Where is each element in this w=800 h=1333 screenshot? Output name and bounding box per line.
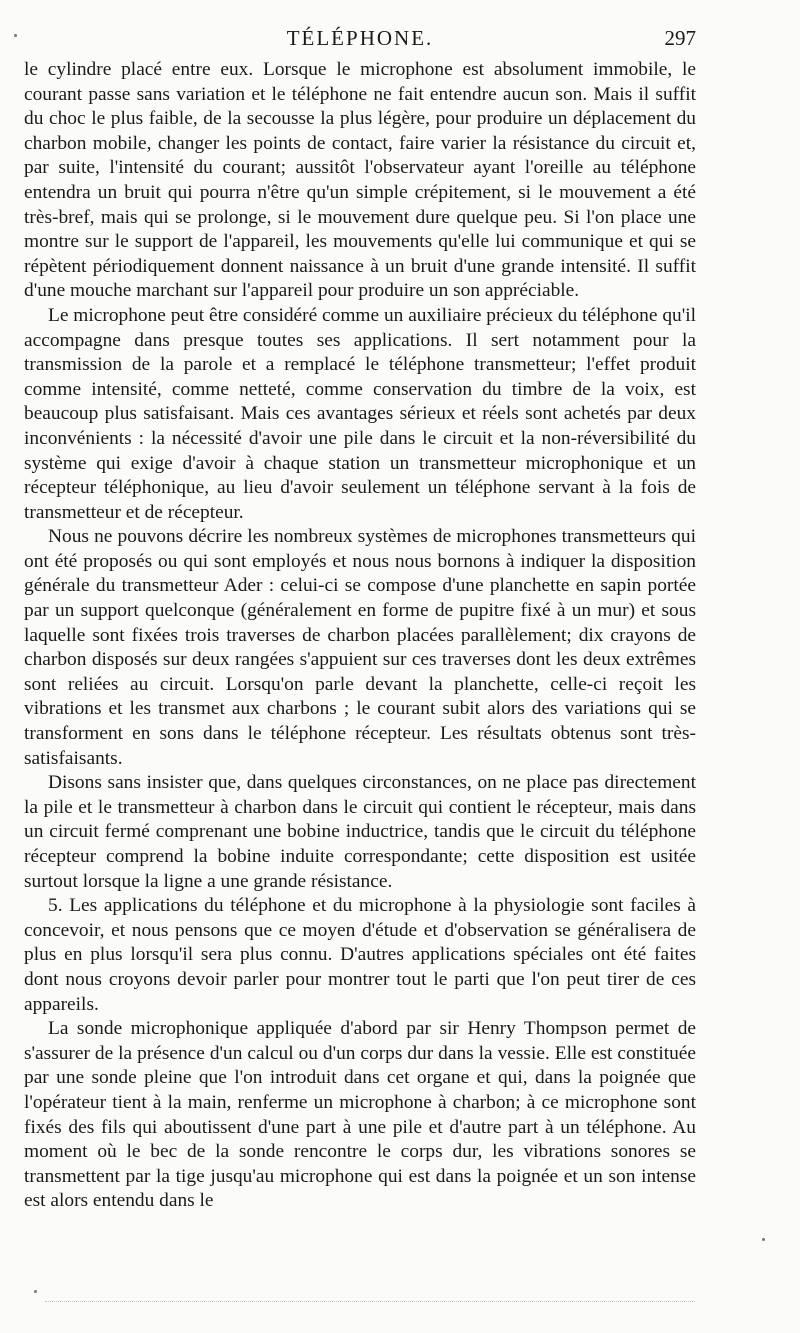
scan-speck [762,1238,765,1241]
paragraph: La sonde microphonique appliquée d'abord par sir Henry Thompson permet de s'assurer de la présence d'un calcul ou d'un corps dur dans la vessie. Elle est constituée par une sonde pleine que l'on introduit dans cet organe et qui, dans la poignée que l'opérateur tient à la main, renferme un microphone à charbon; à ce microphone sont fixés des fils qui aboutissent d'une part à une pile et d'autre part à un téléphone. Au moment où le bec de la sonde rencontre le corps dur, les vibrations sonores se transmettent par la tige jusqu'au microphone qui est dans la poignée et un son intense est alors entendu dans le [24,1018,696,1212]
body-text [24,58,696,1214]
paragraph: 5. Les applications du téléphone et du microphone à la physiologie sont faciles à concevoir, et nous pensons que ce moyen d'étude et d'observation se généralisera de plus en plus lorsqu'il sera plus connu. D'autres applications spéciales ont été faites dont nous croyons devoir parler pour montrer tout le parti que l'on peut tirer de ces appareils. [24,895,696,1015]
page-number: 297 [664,26,696,50]
paragraph: Nous ne pouvons décrire les nombreux systèmes de microphones transmetteurs qui ont été proposés ou qui sont employés et nous nous bornons à indiquer la disposition générale du transmetteur Ader : celui-ci se compose d'une planchette en sapin portée par un support quelconque (généralement en forme de pupitre fixé à un mur) et sous laquelle sont fixées trois traverses de charbon placées parallèlement; dix crayons de charbon disposés sur deux rangées s'appuient sur ces traverses dont les deux extrêmes sont reliées au circuit. Lorsqu'on parle devant la planchette, celle-ci reçoit les vibrations et les transmet aux charbons ; le courant subit alors des variations qui se transforment en sons dans le téléphone récepteur. Les résultats obtenus sont très-satisfaisants. [24,526,696,769]
paragraph: Le microphone peut être considéré comme un auxiliaire précieux du téléphone qu'il accompagne dans presque toutes ses applications. Il sert notamment pour la transmission de la parole et a remplacé le téléphone transmetteur; l'effet produit comme intensité, comme netteté, comme conservation du timbre de la voix, est beaucoup plus satisfaisant. Mais ces avantages sérieux et réels sont achetés par deux inconvénients : la nécessité d'avoir une pile dans le circuit et la non-réversibilité du système qui exige d'avoir à chaque station un transmetteur microphonique et un récepteur téléphonique, au lieu d'avoir seulement un téléphone servant à la fois de transmetteur et de récepteur. [24,304,696,523]
paragraph: Disons sans insister que, dans quelques circonstances, on ne place pas directement la pile et le transmetteur à charbon dans le circuit qui contient le récepteur, mais dans un circuit fermé comprenant une bobine inductrice, tandis que le circuit du téléphone récepteur comprend la bobine induite correspondante; cette disposition est usitée surtout lorsque la ligne a une grande résistance. [24,772,696,892]
scan-speck [14,34,17,37]
paragraph: le cylindre placé entre eux. Lorsque le microphone est absolument immobile, le courant passe sans variation et le téléphone ne fait entendre aucun son. Mais il suffit du choc le plus faible, de la secousse la plus légère, pour produire un déplacement du charbon mobile, changer les points de contact, faire varier la résistance du circuit et, par suite, l'intensité du courant; aussitôt l'observateur ayant l'oreille au téléphone entendra un bruit qui pourra n'être qu'un simple crépitement, si le mouvement a été très-bref, mais qui se prolonge, si le mouvement dure quelque peu. Si l'on place une montre sur le support de l'appareil, les mouvements qu'elle lui communique et qui se répètent périodiquement donnent naissance à un bruit d'une grande intensité. Il suffit d'une mouche marchant sur l'appareil pour produire un son appréciable. [24,59,696,302]
bottom-bleed-through-line [45,1301,695,1302]
page-header [24,26,696,56]
running-title: TÉLÉPHONE. [286,26,434,50]
scan-speck [34,1290,37,1293]
